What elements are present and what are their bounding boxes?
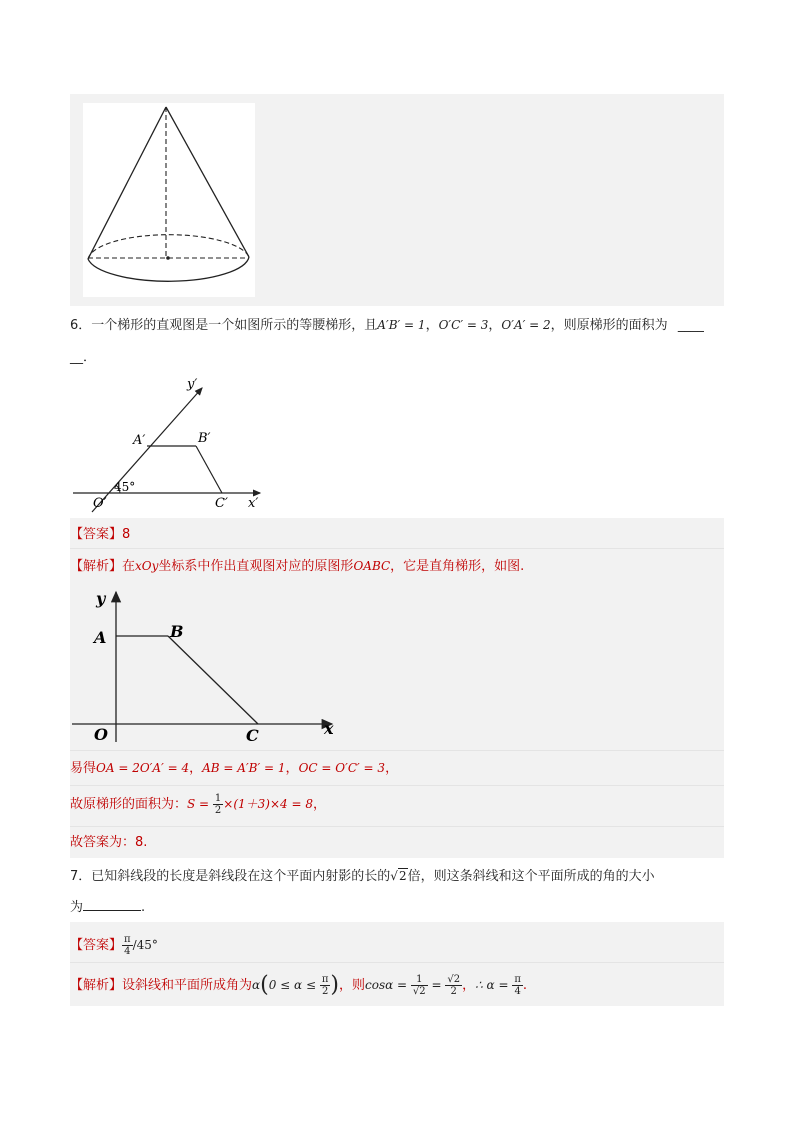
q6-cond3: O′A′ = 2 [501,318,551,332]
q7-analysis: 【解析】设斜线和平面所成角为α(0 ≤ α ≤ $\frac{\pi}{2}$ )，则cosα = $\frac{1}{√2}$ = $\frac{√2}{2}$ ，∴ α = $\frac{\pi}{4}$ . [70,972,528,998]
fraction: $\frac{1}{2}$ [214,793,222,816]
fig3-label-B: B [170,622,184,641]
fig2-label-O: O′ [93,496,107,511]
answer-value: 8 [122,527,131,542]
q6-question-line2: __． [70,350,97,365]
q6-question: 6．一个梯形的直观图是一个如图所示的等腰梯形，且A′B′ = 1，O′C′ = 3，O′A′ = 2，则原梯形的面积为 ____ [70,318,704,333]
divider [70,750,724,751]
fig2-label-A: A′ [133,433,146,448]
divider [70,826,724,827]
q7-question-line2: 为 . [70,900,146,915]
cone-figure [83,103,255,297]
q6-analysis: 【解析】在xOy坐标系中作出直观图对应的原图形OABC，它是直角梯形，如图. [70,559,525,574]
q6-cond1: A′B′ = 1 [377,318,426,332]
fig2-label-C: C′ [215,496,228,511]
fraction: $\frac{\pi}{4}$ [124,934,131,957]
right-trapezoid-figure [70,584,350,746]
q6-step3: 故答案为：8. [70,835,148,850]
q6-blank-a: ____ [677,318,704,333]
fig3-label-x: x [324,719,334,738]
cone-drawing [83,103,255,297]
q7-answer: 【答案】 $\frac{\pi}{4}$ /45° [70,934,158,957]
answer-tag: 【答案】 [70,527,123,542]
fig2-label-angle: 45° [114,480,136,494]
fraction: $\frac{1}{√2}$ [412,974,426,997]
q7-question: 7．已知斜线段的长度是斜线段在这个平面内射影的长的√2倍，则这条斜线和这个平面所成的角的大小 [70,869,655,884]
divider [70,548,724,549]
divider [70,962,724,963]
fig3-label-C: C [246,726,259,745]
q6-cond2: O′C′ = 3 [438,318,489,332]
fig2-label-B: B′ [198,431,211,446]
fraction: $\frac{√2}{2}$ [447,974,461,997]
sqrt-two: √2 [390,869,407,883]
fig2-label-y: y′ [187,377,198,392]
analysis-tag: 【解析】 [70,559,123,574]
fraction: $\frac{\pi}{4}$ [514,974,521,997]
fig2-label-x: x′ [248,496,259,511]
fig3-label-O: O [94,725,108,744]
answer-blank [83,898,141,911]
q6-step2: 故原梯形的面积为：S = $\frac{1}{2}$ ×(1＋3)×4 = 8， [70,793,327,816]
answer-tag: 【答案】 [70,938,123,953]
oblique-trapezoid-figure [70,374,270,514]
q6-blank-b: __ [70,350,83,365]
analysis-tag: 【解析】 [70,978,123,993]
divider [70,785,724,786]
fraction: $\frac{\pi}{2}$ [321,974,329,997]
q6-answer [70,525,130,545]
fig3-label-A: A [94,628,107,647]
fig3-label-y: y [96,589,106,608]
q6-step1: 易得OA = 2O′A′ = 4，AB = A′B′ = 1，OC = O′C′ = 3， [70,761,399,776]
